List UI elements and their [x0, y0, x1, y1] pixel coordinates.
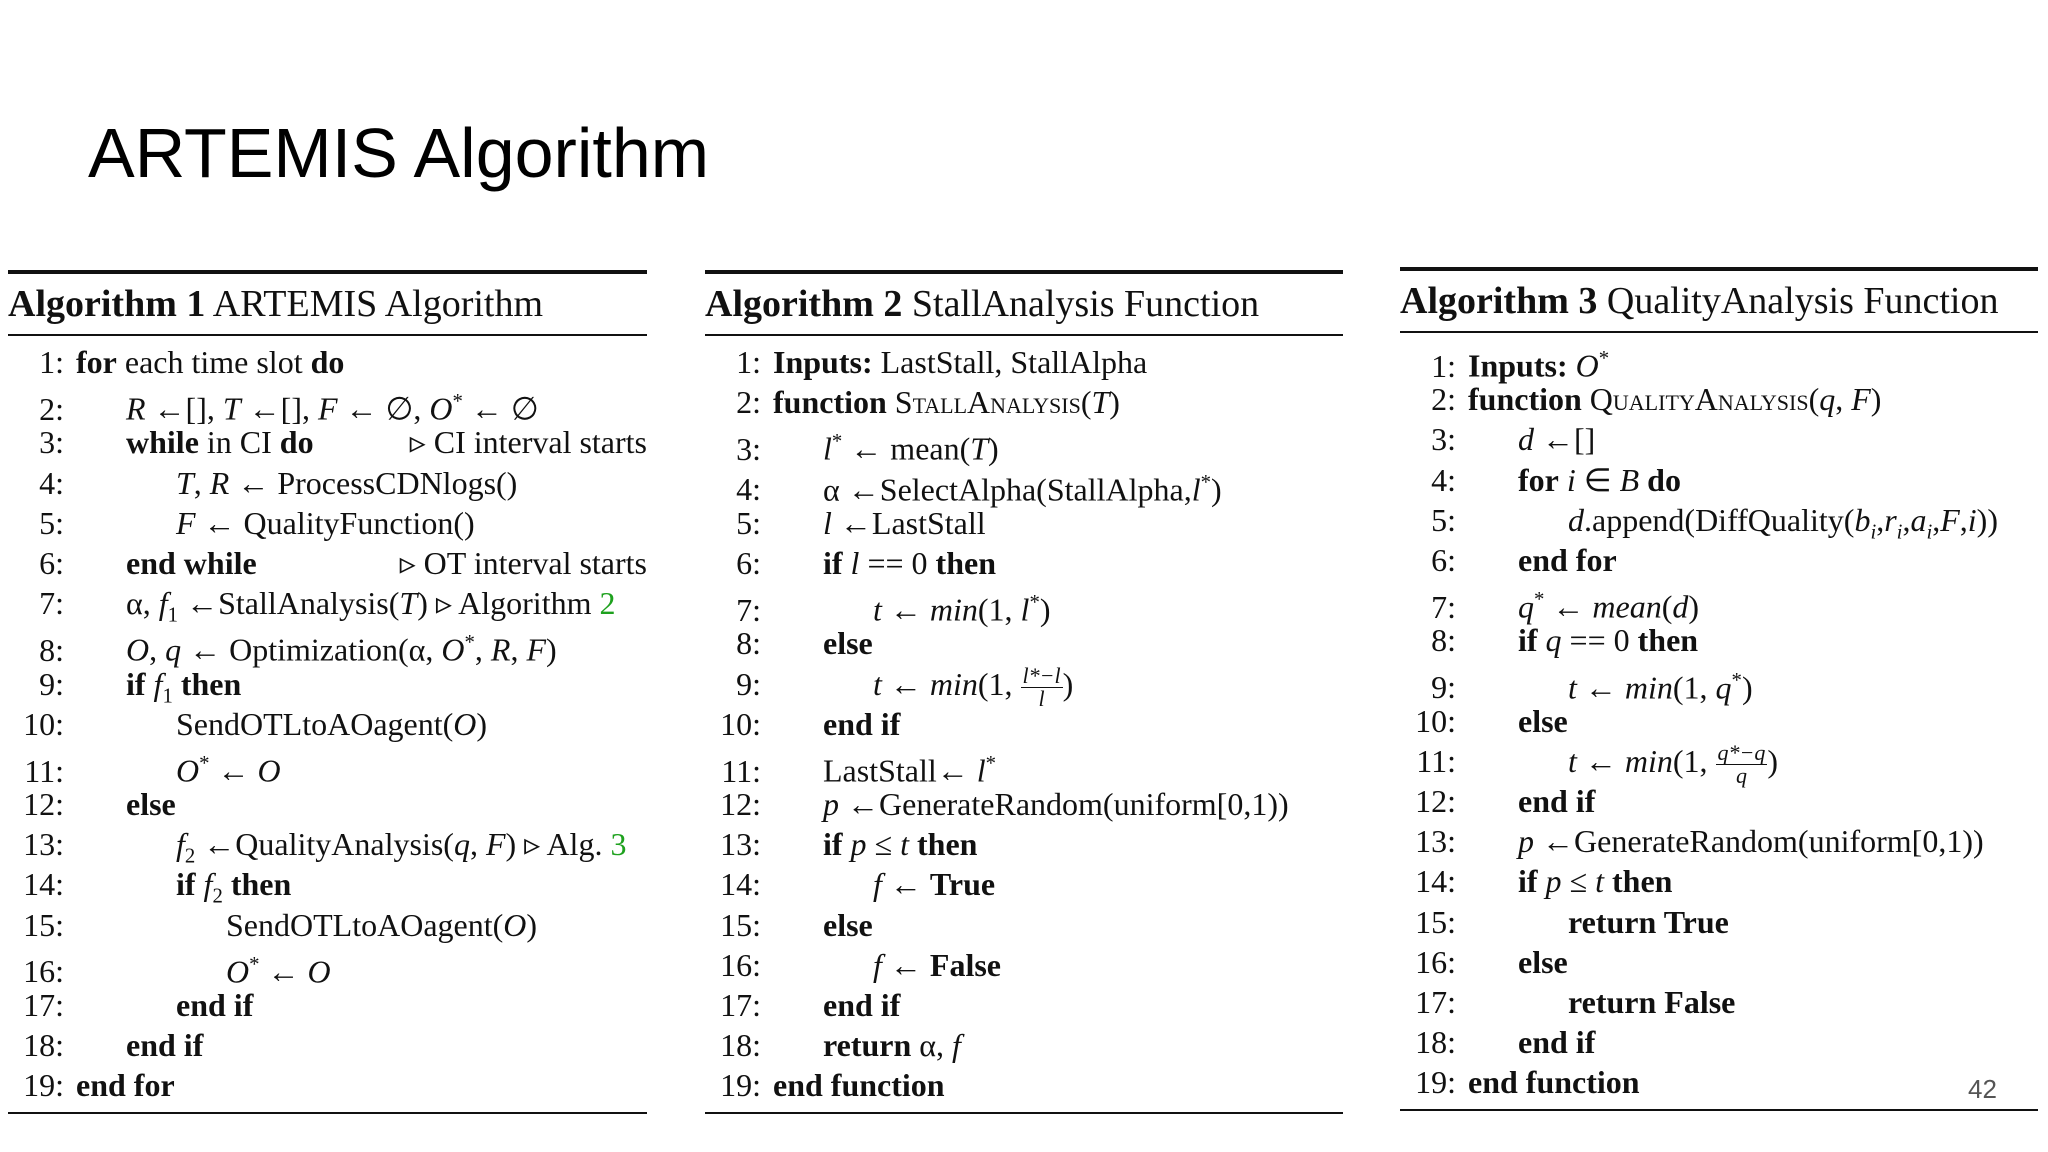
algorithm-line: 17: end if — [23, 987, 254, 1023]
algorithm-line: 8: else — [736, 625, 873, 662]
algorithm-line: 2: function QualityAnalysis(q, F) — [1431, 381, 1882, 418]
algorithm-line: 19: end function — [720, 1067, 945, 1104]
algorithm-line: 2: function StallAnalysis(T) — [736, 384, 1120, 421]
algorithm-3-name: QualityAnalysis Function — [1606, 280, 1999, 322]
algorithm-line: 16: O* ← O — [23, 952, 331, 990]
algorithm-line: 3: l* ← mean(T) — [736, 430, 999, 468]
algorithm-line: 13: $f_2$ ←QualityAnalysis(q, F) ▹ Alg. 3 — [23, 826, 627, 868]
algorithm-line: 9: t ← min(1, $\frac{l*-l}{l}$ ) — [736, 662, 1074, 711]
algorithm-line: 18: return α, f — [720, 1027, 961, 1064]
algorithm-line: 5: l ←LastStall — [736, 504, 986, 541]
algorithm-line: 19: end for — [23, 1067, 175, 1104]
algorithm-line: 11: O* ← O — [24, 751, 281, 789]
algorithm-2-body — [705, 336, 1343, 1114]
algorithm-line: 14: if p ≤ t then — [1415, 863, 1673, 900]
algorithm-line: 9: if $f_1$ then — [39, 665, 242, 707]
algorithm-line: 1: for each time slot do — [39, 344, 345, 380]
algorithm-line: 15: else — [720, 906, 873, 943]
algorithm-line: 4: T, R ← ProcessCDNlogs() — [39, 464, 518, 501]
algorithm-comment: ▹ OT interval starts — [399, 544, 647, 581]
algorithm-line: 2: R ←[], T ←[], F ← ∅, O* ← ∅ — [39, 390, 539, 427]
algorithm-line: 18: end if — [1415, 1024, 1596, 1061]
algorithm-line: 5: F ← QualityFunction() — [39, 504, 475, 541]
algorithm-3-header — [1400, 267, 2038, 333]
algorithm-comment: ▹ CI interval starts — [409, 424, 647, 461]
algorithm-line: 6: end for — [1431, 541, 1617, 578]
page-number: 42 — [1968, 1074, 1997, 1104]
algorithm-line: 19: end function — [1415, 1064, 1640, 1101]
algorithm-line: 14: if $f_2$ then — [23, 866, 292, 908]
slide-title: ARTEMIS Algorithm — [88, 114, 710, 192]
algorithm-3-label: Algorithm 3 — [1400, 280, 1598, 322]
algorithm-line: 10: end if — [720, 705, 901, 742]
algorithm-1-box — [8, 270, 647, 1114]
algorithm-line: 6: if l == 0 then — [736, 544, 996, 581]
algorithm-line: 10: SendOTLtoAOagent(O) — [23, 705, 488, 742]
algorithm-line: 1: Inputs: O* — [1431, 347, 1610, 384]
algorithm-2-header — [705, 270, 1343, 336]
algorithm-1-name: ARTEMIS Algorithm — [212, 283, 544, 325]
algorithm-line: 16: f ← False — [720, 946, 1001, 983]
algorithm-line: 3: while in CI do ▹ CI interval starts — [8, 422, 647, 462]
algorithm-line: 12: end if — [1415, 783, 1596, 820]
algorithm-line: 8: O, q ← Optimization(α, O*, R, F) — [39, 631, 557, 668]
algorithm-1-label: Algorithm 1 — [8, 283, 206, 325]
algorithm-line: 17: return False — [1415, 984, 1736, 1020]
algorithm-2-box — [705, 270, 1343, 1114]
algorithm-line: 5: $d.append(DiffQuality(b_i,r_i,a_i,F,i))$ — [1431, 501, 1998, 544]
algorithm-line: 12: else — [23, 786, 176, 823]
fraction: $\frac{q*-q}{q}$ — [1717, 740, 1766, 789]
algorithm-line: 7: t ← min(1, l*) — [736, 591, 1051, 628]
algorithm-line: 9: t ← min(1, q*) — [1431, 668, 1753, 706]
algorithm-3-box — [1400, 267, 2038, 1111]
algorithm-line: 4: α ←SelectAlpha(StallAlpha,l*) — [736, 470, 1222, 508]
algorithm-line: 1: Inputs: LastStall, StallAlpha — [736, 344, 1148, 380]
algorithm-1-header — [8, 270, 647, 336]
algorithm-line: 14: f ← True — [720, 866, 996, 903]
algorithm-line: 18: end if — [23, 1027, 204, 1064]
algorithm-line: 7: α, $f_1$ ←StallAnalysis(T) ▹ Algorithm 2 — [39, 585, 616, 627]
algorithm-line: 6: end while ▹ OT interval starts — [8, 543, 647, 583]
algorithm-1-body — [8, 336, 647, 1114]
algorithm-2-name: StallAnalysis Function — [911, 283, 1260, 325]
algorithm-2-label: Algorithm 2 — [705, 283, 903, 325]
algorithm-line: 3: d ←[] — [1431, 421, 1596, 458]
algorithm-line: 8: if q == 0 then — [1431, 622, 1699, 659]
algorithm-3-body — [1400, 333, 2038, 1111]
algorithm-line: 10: else — [1415, 702, 1568, 739]
algorithm-line: 13: p ←GenerateRandom(uniform[0,1)) — [1415, 823, 1984, 860]
algorithm-line: 4: for i ∈ B do — [1431, 461, 1681, 498]
algorithm-line: 11: t ← min(1, $\frac{q*-q}{q}$ ) — [1416, 740, 1779, 789]
fraction: $\frac{l*-l}{l}$ — [1022, 662, 1061, 711]
algorithm-line: 17: end if — [720, 987, 901, 1023]
algorithm-line: 7: q* ← mean(d) — [1431, 588, 1700, 625]
algorithm-line: 15: SendOTLtoAOagent(O) — [23, 906, 538, 943]
algorithm-line: 16: else — [1415, 943, 1568, 980]
algorithm-line: 13: if p ≤ t then — [720, 826, 978, 863]
algorithm-line: 15: return True — [1415, 903, 1729, 940]
algorithm-line: 11: LastStall← l* — [721, 751, 997, 789]
algorithm-line: 12: p ←GenerateRandom(uniform[0,1)) — [720, 786, 1289, 823]
